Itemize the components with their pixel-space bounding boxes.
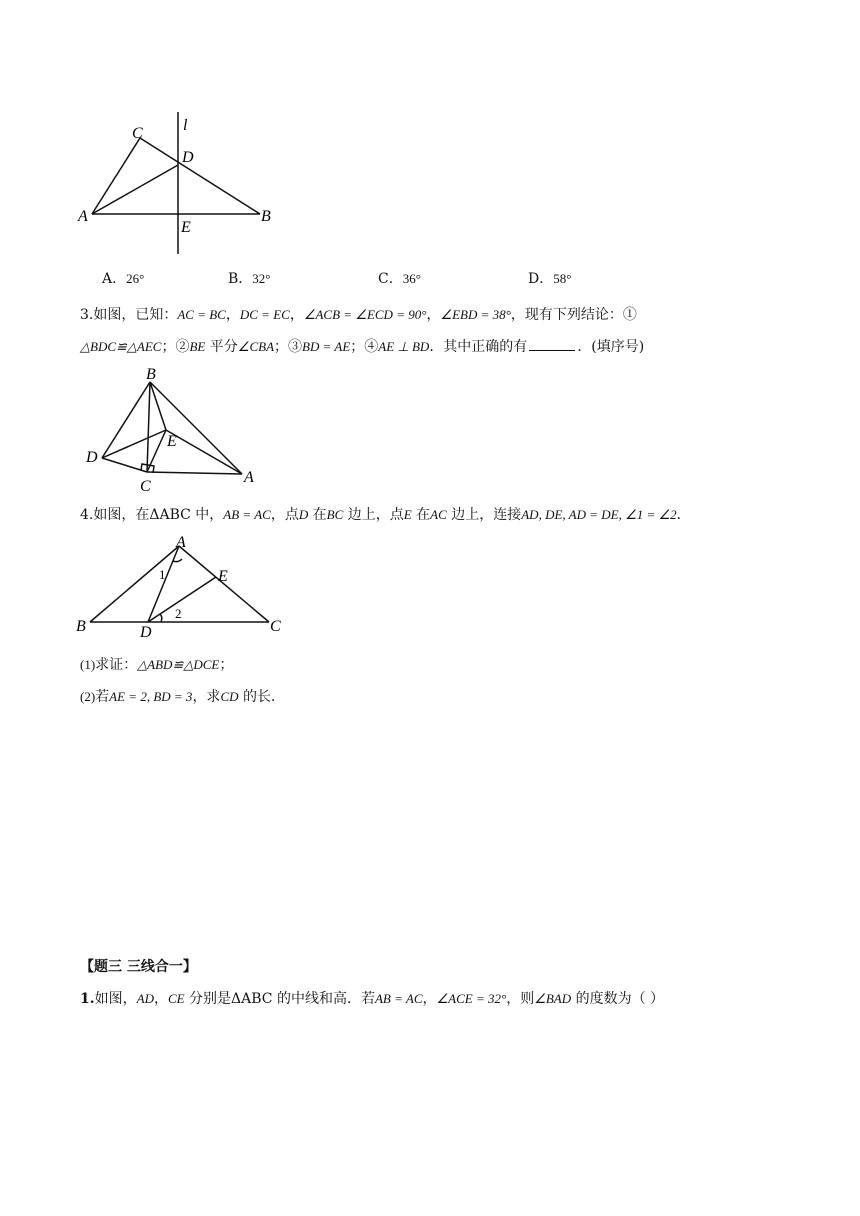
angle-2-arc bbox=[160, 614, 162, 622]
angle-1-arc bbox=[173, 559, 182, 562]
segment-DE bbox=[148, 577, 216, 622]
figure-q4 bbox=[72, 532, 292, 642]
angle-2-label: 2 bbox=[175, 606, 182, 621]
segment-AD bbox=[92, 165, 178, 214]
figure-q3 bbox=[80, 364, 270, 496]
segment-DC bbox=[102, 458, 147, 472]
label-C: C bbox=[132, 125, 143, 142]
segment-BD bbox=[102, 382, 150, 458]
question-4-part2: (2)若AE = 2, BD = 3，求CD 的长． bbox=[80, 689, 285, 705]
question-3-line1: 3.如图，已知：AC = BC，DC = EC，∠ACB = ∠ECD = 90°，∠EBD = 38°，现有下列结论：① bbox=[80, 307, 637, 323]
option-b: B．32° bbox=[228, 271, 271, 287]
option-c: C．36° bbox=[378, 271, 421, 287]
figure-q2 bbox=[70, 106, 290, 261]
question-4-line1: 4.如图，在ΔABC 中，AB = AC，点D 在BC 边上，点E 在AC 边上，连接AD, DE, AD = DE, ∠1 = ∠2． bbox=[80, 507, 691, 523]
label-A: A bbox=[176, 534, 186, 551]
label-C: C bbox=[140, 478, 151, 495]
segment-CA bbox=[147, 472, 242, 474]
option-d: D．58° bbox=[528, 271, 572, 287]
label-A: A bbox=[78, 208, 88, 225]
label-E: E bbox=[181, 219, 191, 236]
answer-blank[interactable] bbox=[529, 336, 575, 351]
section-heading: 【题三 三线合一】 bbox=[80, 959, 197, 975]
label-D: D bbox=[86, 449, 98, 466]
question-s3-1: 1.如图，AD，CE 分别是ΔABC 的中线和高．若AB = AC，∠ACE = 32°，则∠BAD 的度数为（ ） bbox=[80, 991, 665, 1007]
label-B: B bbox=[261, 208, 271, 225]
option-a: A．26° bbox=[102, 271, 145, 287]
label-A: A bbox=[244, 469, 254, 486]
segment-AC bbox=[92, 138, 140, 214]
label-D: D bbox=[140, 624, 152, 641]
label-E: E bbox=[218, 568, 228, 585]
question-4-part1: (1)求证：△ABD≌△DCE； bbox=[80, 657, 234, 673]
label-l: l bbox=[183, 117, 188, 134]
segment-BA bbox=[150, 382, 242, 474]
angle-1-label: 1 bbox=[159, 567, 166, 582]
label-B: B bbox=[76, 618, 86, 635]
question-3-line2: △BDC≌△AEC；②BE 平分∠CBA；③BD = AE；④AE ⊥ BD．其中正确的有 ．(填序号) bbox=[80, 336, 644, 358]
label-E: E bbox=[167, 433, 177, 450]
label-B: B bbox=[146, 366, 156, 383]
segment-BC bbox=[147, 382, 150, 472]
label-C: C bbox=[270, 618, 281, 635]
label-D: D bbox=[182, 149, 194, 166]
